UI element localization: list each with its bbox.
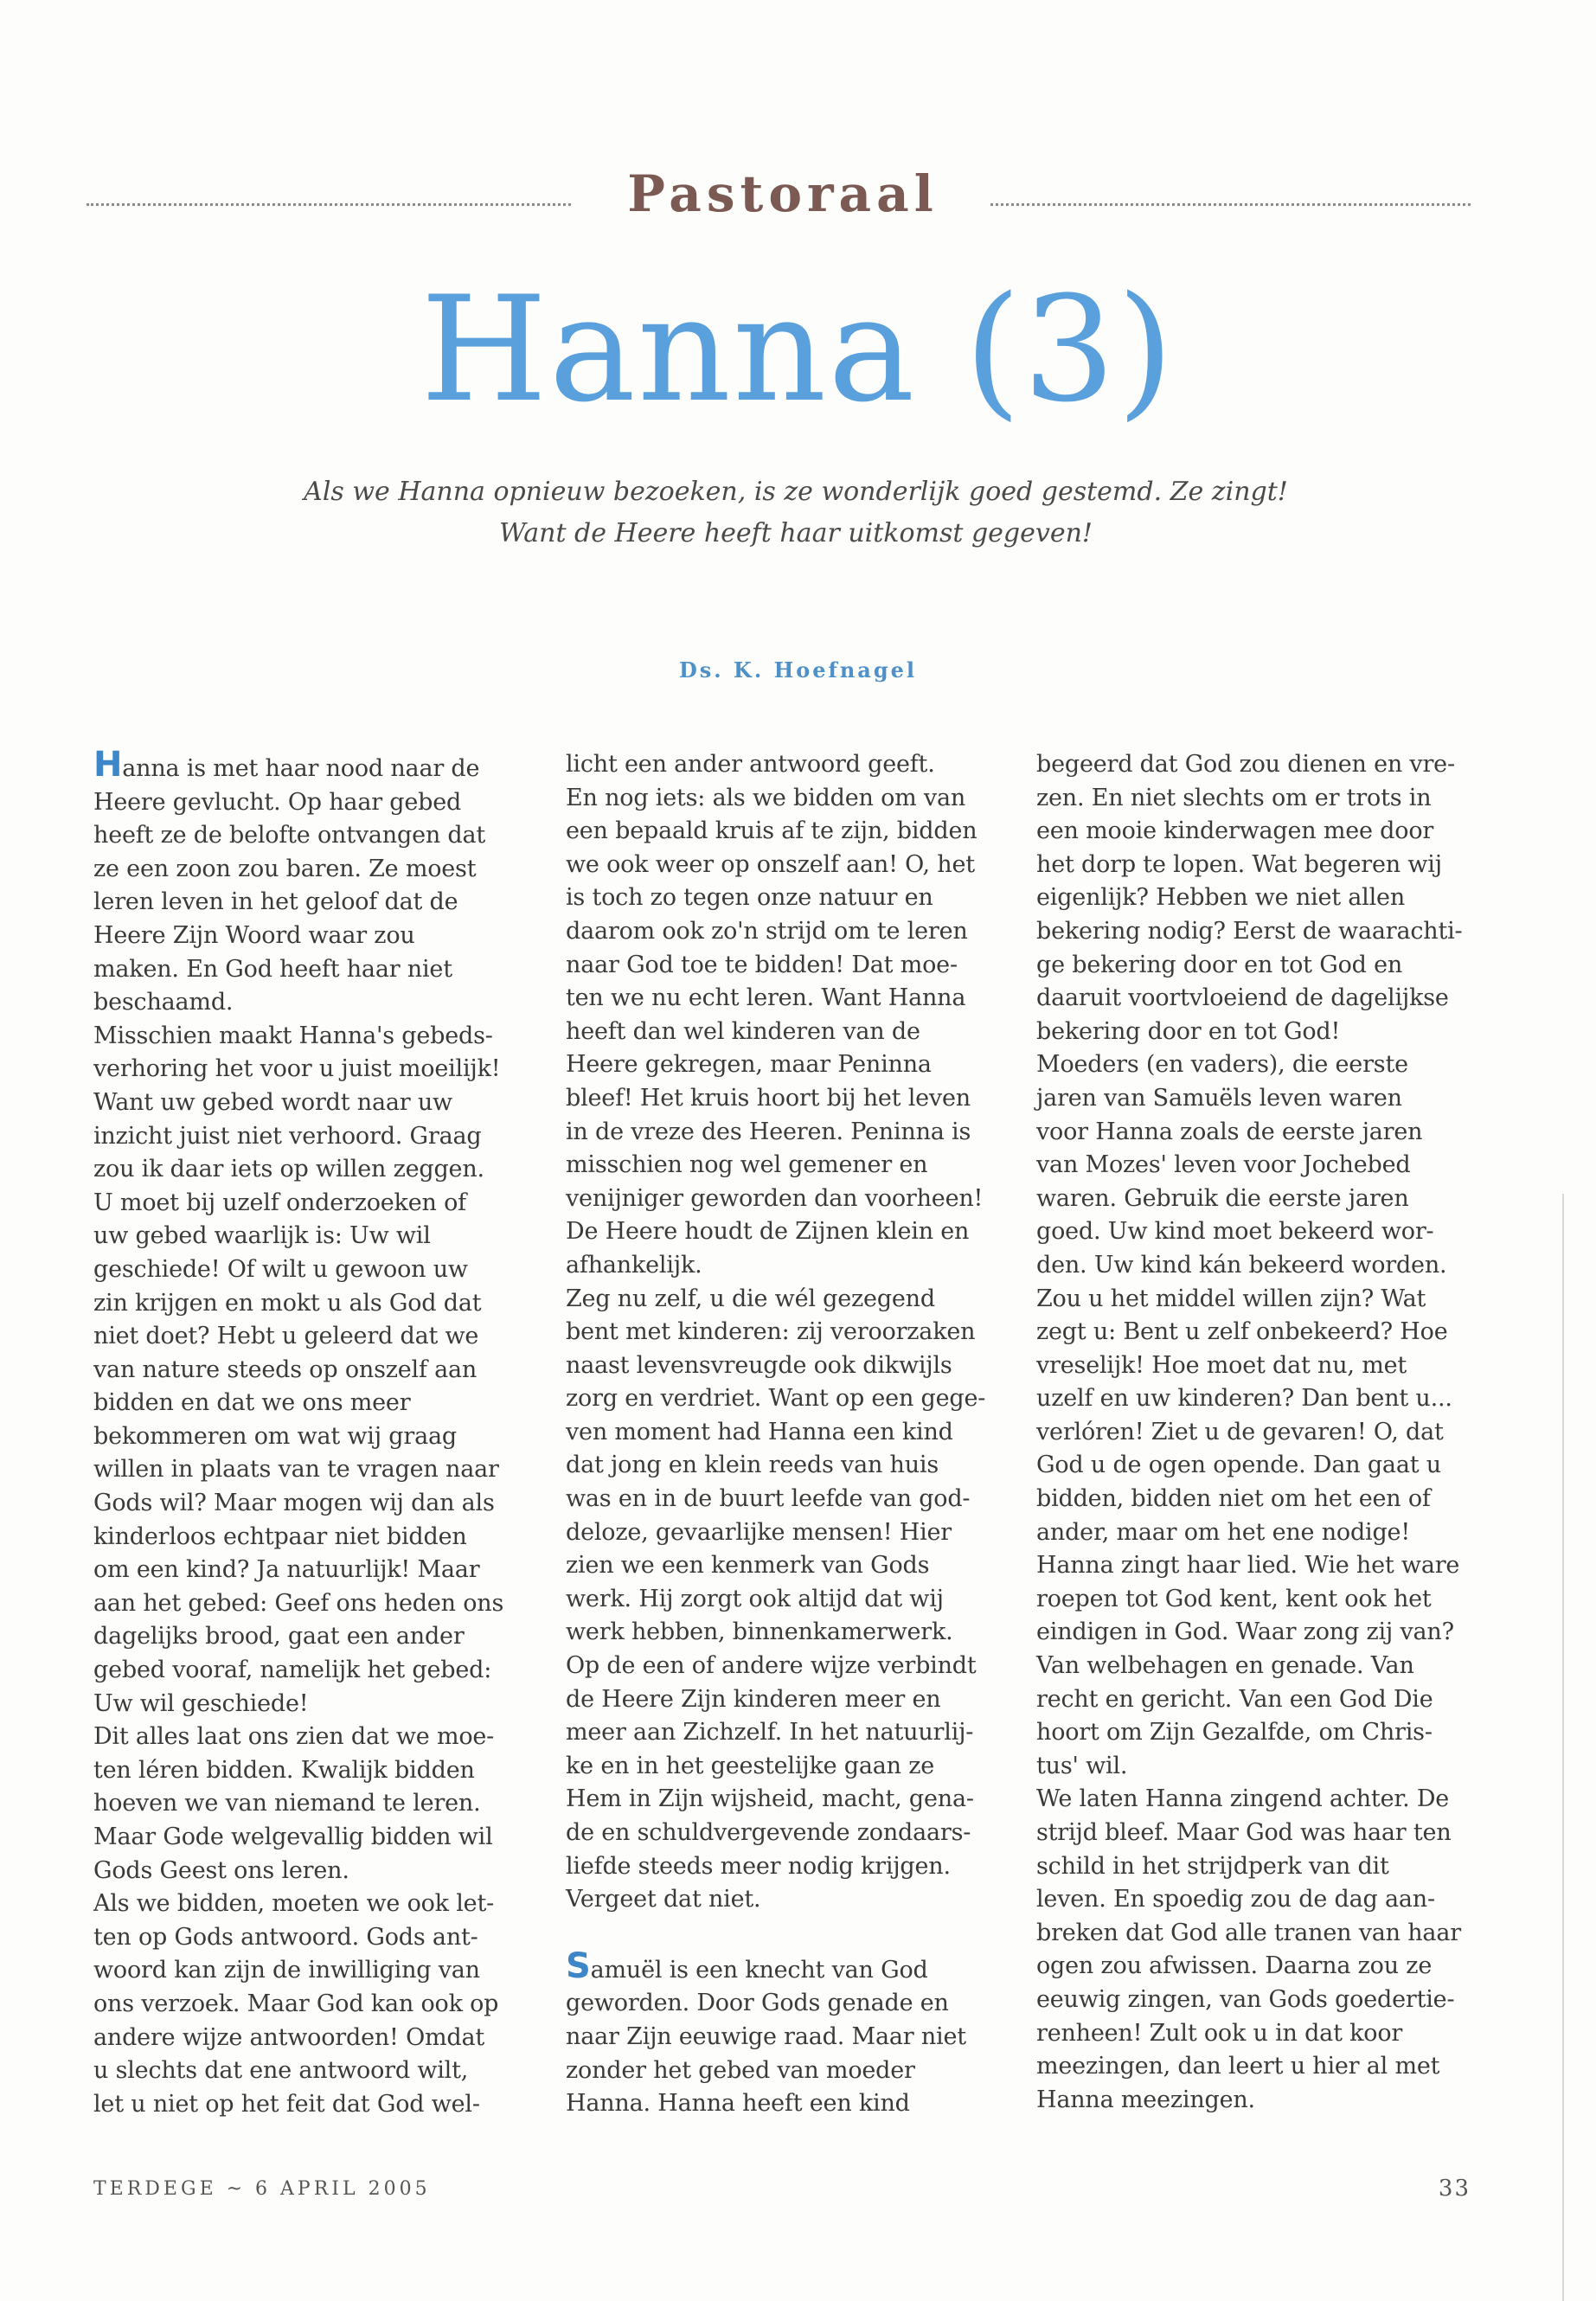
section-header <box>87 164 1471 234</box>
text-line: vreselijk! Hoe moet dat nu, met <box>1036 1351 1407 1379</box>
text-line: recht en gericht. Van een God Die <box>1036 1685 1433 1713</box>
text-line: bidden en dat we ons meer <box>93 1389 411 1417</box>
text-line: inzicht juist niet verhoord. Graag <box>93 1122 482 1150</box>
text-line: zonder het gebed van moeder <box>566 2056 915 2084</box>
text-line: kinderloos echtpaar niet bidden <box>93 1522 467 1550</box>
text-line: let u niet op het feit dat God wel- <box>93 2090 480 2118</box>
text-line: roepen tot God kent, kent ook het <box>1036 1585 1432 1612</box>
text-line: dat jong en klein reeds van huis <box>566 1452 939 1479</box>
text-line: ke en in het geestelijke gaan ze <box>566 1752 935 1779</box>
text-line: Uw wil geschiede! <box>93 1689 309 1717</box>
dotted-rule-left <box>87 203 571 206</box>
text-line: ten op Gods antwoord. Gods ant- <box>93 1923 478 1951</box>
text-line: beschaamd. <box>93 989 234 1016</box>
text-line: van nature steeds op onszelf aan <box>93 1356 478 1383</box>
text-line: geworden. Door Gods genade en <box>566 1990 949 2017</box>
text-line: was en in de buurt leefde van god- <box>566 1485 971 1513</box>
text-line: begeerd dat God zou dienen en vre- <box>1036 751 1455 778</box>
text-line: maken. En God heeft haar niet <box>93 955 452 983</box>
first-line-text: anna is met haar nood naar de <box>122 755 480 782</box>
text-line: daarom ook zo'n strijd om te leren <box>566 917 968 945</box>
drop-cap: H <box>93 745 123 785</box>
text-line: voor Hanna zoals de eerste jaren <box>1036 1118 1423 1145</box>
text-line: meezingen, dan leert u hier al met <box>1036 2053 1440 2080</box>
text-line: Heere gevlucht. Op haar gebed <box>93 788 462 816</box>
text-line: verlóren! Ziet u de gevaren! O, dat <box>1036 1418 1444 1445</box>
text-line: willen in plaats van te vragen naar <box>93 1456 499 1484</box>
text-line: niet doet? Hebt u geleerd dat we <box>93 1323 479 1350</box>
text-line: naar Zijn eeuwige raad. Maar niet <box>566 2022 966 2050</box>
text-line: Gods wil? Maar mogen wij dan als <box>93 1490 495 1517</box>
text-line: Want uw gebed wordt naar uw <box>93 1088 452 1116</box>
text-line: zen. En niet slechts om er trots in <box>1036 784 1432 811</box>
text-line: Heere gekregen, maar Peninna <box>566 1051 932 1079</box>
text-line: We laten Hanna zingend achter. De <box>1036 1785 1450 1813</box>
text-line: het dorp te lopen. Wat begeren wij <box>1036 850 1442 878</box>
text-line: Hanna. Hanna heeft een kind <box>566 2090 910 2118</box>
text-line: bekering nodig? Eerst de waarachti- <box>1036 917 1463 945</box>
paragraph-gap <box>566 1917 1016 1950</box>
text-line: Hanna zingt haar lied. Wie het ware <box>1036 1552 1460 1580</box>
text-line: Vergeet dat niet. <box>566 1886 761 1913</box>
text-line: in de vreze des Heeren. Peninna is <box>566 1118 971 1145</box>
text-line: misschien nog wel gemener en <box>566 1151 928 1179</box>
text-line: eindigen in God. Waar zong zij van? <box>1036 1618 1454 1646</box>
text-line: bleef! Het kruis hoort bij het leven <box>566 1084 971 1112</box>
text-line: venijniger geworden dan voorheen! <box>566 1184 984 1212</box>
text-line: een mooie kinderwagen mee door <box>1036 817 1434 845</box>
text-line: den. Uw kind kán bekeerd worden. <box>1036 1251 1447 1279</box>
text-line: meer aan Zichzelf. In het natuurlij- <box>566 1719 974 1747</box>
text-line: werk. Hij zorgt ook altijd dat wij <box>566 1585 944 1612</box>
text-line: Hem in Zijn wijsheid, macht, gena- <box>566 1785 974 1813</box>
text-line: U moet bij uzelf onderzoeken of <box>93 1189 466 1216</box>
text-line: een bepaald kruis af te zijn, bidden <box>566 817 977 845</box>
text-line: Zou u het middel willen zijn? Wat <box>1036 1285 1426 1312</box>
text-line: breken dat God alle tranen van haar <box>1036 1919 1461 1946</box>
text-line: andere wijze antwoorden! Omdat <box>93 2023 485 2051</box>
text-line: leren leven in het geloof dat de <box>93 888 458 916</box>
text-line: zien we een kenmerk van Gods <box>566 1552 930 1580</box>
text-line: strijd bleef. Maar God was haar ten <box>1036 1819 1452 1846</box>
text-line: verhoring het voor u juist moeilijk! <box>93 1055 501 1083</box>
text-line: God u de ogen opende. Dan gaat u <box>1036 1452 1441 1479</box>
text-line: woord kan zijn de inwilliging van <box>93 1957 480 1984</box>
text-line: naar God toe te bidden! Dat moe- <box>566 951 958 978</box>
text-line: ge bekering door en tot God en <box>1036 951 1403 978</box>
text-line: van Mozes' leven voor Jochebed <box>1036 1151 1411 1179</box>
text-line: Misschien maakt Hanna's gebeds- <box>93 1022 493 1049</box>
article-title: Hanna (3) <box>420 265 1176 434</box>
text-line: hoort om Zijn Gezalfde, om Chris- <box>1036 1719 1433 1747</box>
text-line: En nog iets: als we bidden om van <box>566 784 966 811</box>
text-line: schild in het strijdperk van dit <box>1036 1852 1389 1880</box>
first-line-text: amuël is een knecht van God <box>590 1956 928 1984</box>
text-line: deloze, gevaarlijke mensen! Hier <box>566 1518 952 1546</box>
text-line: bekommeren om wat wij graag <box>93 1422 457 1450</box>
text-line: bidden, bidden niet om het een of <box>1036 1485 1431 1513</box>
text-line: uw gebed waarlijk is: Uw wil <box>93 1222 431 1250</box>
text-line: Hanna meezingen. <box>1036 2086 1255 2113</box>
text-line: uzelf en uw kinderen? Dan bent u... <box>1036 1385 1452 1413</box>
text-line: ten léren bidden. Kwalijk bidden <box>93 1756 475 1784</box>
text-line: daaruit voortvloeiend de dagelijkse <box>1036 984 1449 1012</box>
text-line: waren. Gebruik die eerste jaren <box>1036 1184 1409 1212</box>
text-line: ogen zou afwissen. Daarna zou ze <box>1036 1952 1433 1980</box>
text-line: renheen! Zult ook u in dat koor <box>1036 2019 1403 2047</box>
text-line: zegt u: Bent u zelf onbekeerd? Hoe <box>1036 1318 1448 1346</box>
text-line: tus' wil. <box>1036 1752 1128 1779</box>
text-line: leven. En spoedig zou de dag aan- <box>1036 1886 1435 1913</box>
text-line: de en schuldvergevende zondaars- <box>566 1819 971 1846</box>
text-line: heeft ze de belofte ontvangen dat <box>93 822 486 849</box>
text-line: Dit alles laat ons zien dat we moe- <box>93 1723 495 1751</box>
text-line: gebed vooraf, namelijk het gebed: <box>93 1657 492 1684</box>
section-label: Pastoraal <box>627 164 939 223</box>
text-line: bekering door en tot God! <box>1036 1017 1341 1045</box>
text-line: we ook weer op onszelf aan! O, het <box>566 850 975 878</box>
text-line: om een kind? Ja natuurlijk! Maar <box>93 1556 480 1584</box>
first-line <box>93 745 543 786</box>
text-line: goed. Uw kind moet bekeerd wor- <box>1036 1218 1434 1246</box>
text-column-1 <box>93 745 543 2121</box>
text-line: ze een zoon zou baren. Ze moest <box>93 855 477 882</box>
text-line: de Heere Zijn kinderen meer en <box>566 1685 941 1713</box>
text-line: ons verzoek. Maar God kan ook op <box>93 1990 499 2017</box>
drop-cap: S <box>566 1945 591 1986</box>
text-line: Op de een of andere wijze verbindt <box>566 1652 977 1680</box>
text-line: Heere Zijn Woord waar zou <box>93 921 415 949</box>
article-lead <box>277 471 1315 554</box>
text-line: geschiede! Of wilt u gewoon uw <box>93 1255 468 1283</box>
dotted-rule-right <box>990 203 1471 206</box>
text-line: Van welbehagen en genade. Van <box>1036 1652 1414 1680</box>
text-line: De Heere houdt de Zijnen klein en <box>566 1218 970 1246</box>
text-line: is toch zo tegen onze natuur en <box>566 884 933 912</box>
text-line: ven moment had Hanna een kind <box>566 1418 953 1445</box>
text-line: heeft dan wel kinderen van de <box>566 1017 920 1045</box>
text-line: ten we nu echt leren. Want Hanna <box>566 984 966 1012</box>
text-line: naast levensvreugde ook dikwijls <box>566 1351 952 1379</box>
text-line: zorg en verdriet. Want op een gege- <box>566 1385 986 1413</box>
page-number: 33 <box>1438 2176 1471 2202</box>
article-author: Ds. K. Hoefnagel <box>678 657 918 683</box>
text-line: zou ik daar iets op willen zeggen. <box>93 1156 484 1183</box>
text-line: hoeven we van niemand te leren. <box>93 1790 481 1817</box>
first-line <box>566 1945 1016 1988</box>
text-line: Moeders (en vaders), die eerste <box>1036 1051 1408 1079</box>
text-line: Maar Gode welgevallig bidden wil <box>93 1823 493 1850</box>
text-line: bent met kinderen: zij veroorzaken <box>566 1318 976 1346</box>
text-column-3 <box>1036 748 1486 2117</box>
text-column-2 <box>566 748 1016 2121</box>
text-line: dagelijks brood, gaat een ander <box>93 1623 465 1650</box>
text-line: liefde steeds meer nodig krijgen. <box>566 1852 951 1880</box>
page-edge <box>1562 1194 1564 2301</box>
text-line: zin krijgen en mokt u als God dat <box>93 1289 482 1317</box>
text-line: afhankelijk. <box>566 1251 702 1279</box>
text-line: jaren van Samuëls leven waren <box>1036 1084 1402 1112</box>
text-line: Als we bidden, moeten we ook let- <box>93 1890 495 1918</box>
lead-line: Als we Hanna opnieuw bezoeken, is ze wonderlijk goed gestemd. Ze zingt! <box>304 477 1288 507</box>
text-line: Gods Geest ons leren. <box>93 1856 349 1884</box>
text-line: eeuwig zingen, van Gods goedertie- <box>1036 1985 1455 2013</box>
text-line: werk hebben, binnenkamerwerk. <box>566 1618 953 1646</box>
text-line: aan het gebed: Geef ons heden ons <box>93 1589 504 1617</box>
footer-publication: TERDEGE ~ 6 APRIL 2005 <box>93 2178 431 2200</box>
text-line: ander, maar om het ene nodige! <box>1036 1518 1410 1546</box>
text-line: licht een ander antwoord geeft. <box>566 751 935 778</box>
lead-line: Want de Heere heeft haar uitkomst gegeven! <box>499 518 1093 548</box>
text-line: Zeg nu zelf, u die wél gezegend <box>566 1285 935 1312</box>
text-line: eigenlijk? Hebben we niet allen <box>1036 884 1406 912</box>
text-line: u slechts dat ene antwoord wilt, <box>93 2057 469 2085</box>
